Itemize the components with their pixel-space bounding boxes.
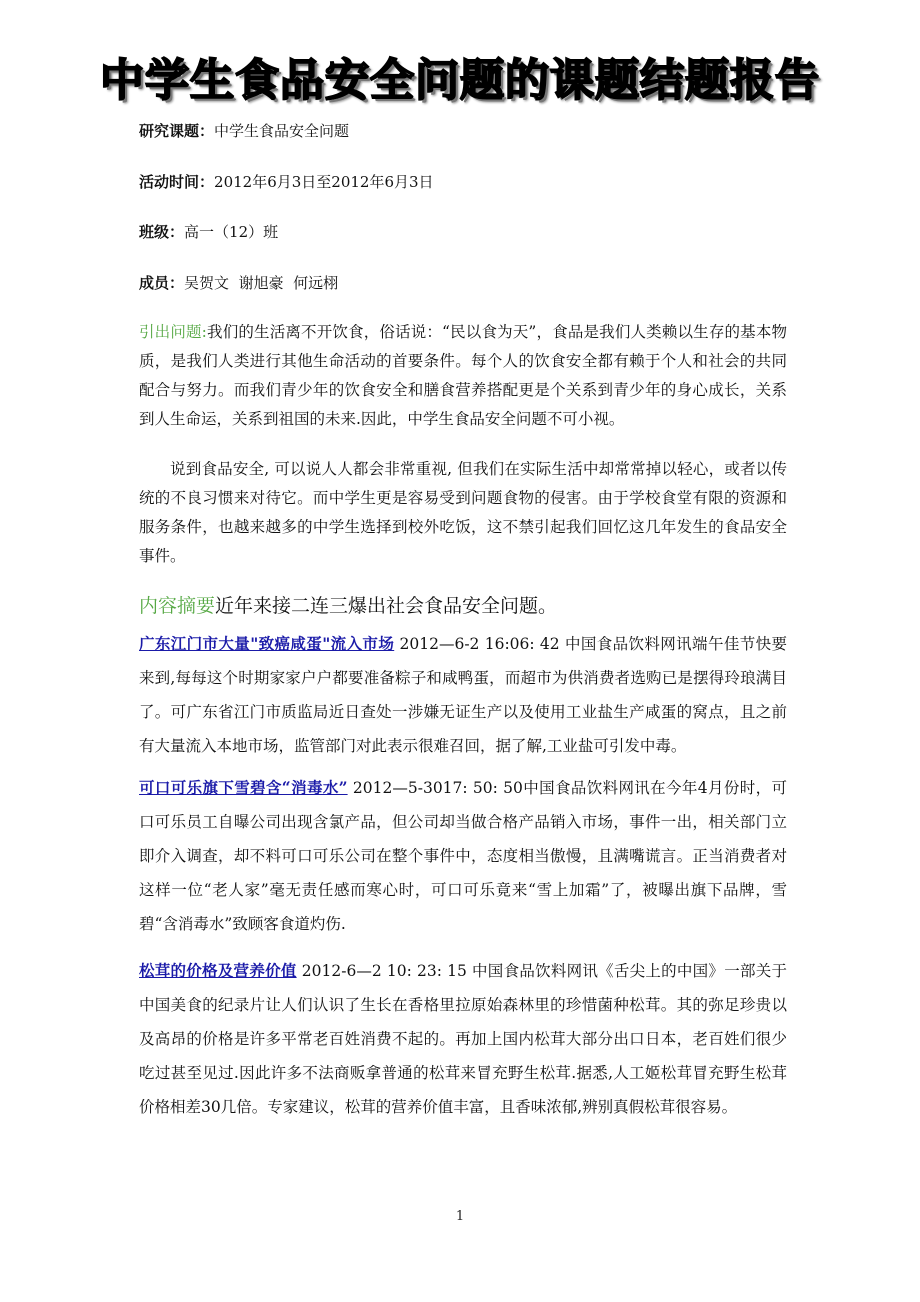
intro-heading: 引出问题:	[139, 323, 207, 341]
meta-time	[139, 171, 434, 192]
context-paragraph: 说到食品安全, 可以说人人都会非常重视, 但我们在实际生活中却常常掉以轻心，或者以传统的不良习惯来对待它。而中学生更是容易受到问题食物的侵害。由于学校食堂有限的资源和服务条件，也越来越多的中学生选择到校外吃饭，这不禁引起我们回忆这几年发生的食品安全事件。	[139, 460, 787, 565]
time-value: 2012年6月3日至2012年6月3日	[214, 173, 434, 191]
summary-line	[139, 592, 787, 622]
topic-value: 中学生食品安全问题	[214, 122, 350, 140]
class-colon: ：	[169, 223, 185, 241]
news-text: 2012-6—2 10: 23: 15 中国食品饮料网讯《舌尖上的中国》一部关于中国美食的纪录片让人们认识了生长在香格里拉原始森林里的珍惜菌种松茸。其的弥足珍贵以及高昂的价格是许多平常老百姓消费不起的。再加上国内松茸大部分出口日本，老百姓们很少吃过甚至见过.因此许多不法商贩拿普通的松茸来冒充野生松茸.据悉,人工姬松茸冒充野生松茸价格相差30几倍。专家建议，松茸的营养价值丰富，且香味浓郁,辨别真假松茸很容易。	[139, 962, 787, 1116]
class-value: 高一（12）班	[184, 223, 279, 241]
news-link-salted-egg[interactable]: 广东江门市大量"致癌咸蛋"流入市场	[139, 634, 395, 653]
news-text: 2012—6-2 16:06: 42 中国食品饮料网讯端午佳节快要来到,每每这个时期家家户户都要准备粽子和咸鸭蛋，而超市为供消费者选购已是摆得玲琅满目了。可广东省江门市质监局近日查处一涉嫌无证生产以及使用工业盐生产咸蛋的窝点，且之前有大量流入本地市场，监管部门对此表示很难召回，据了解,工业盐可引发中毒。	[139, 635, 787, 755]
news-item	[139, 954, 787, 1124]
members-colon: ：	[169, 274, 185, 292]
report-title: 中学生食品安全问题的课题结题报告	[100, 55, 820, 106]
page-number: 1	[455, 1209, 465, 1224]
summary-heading: 内容摘要	[139, 595, 216, 617]
members-label: 成员	[139, 274, 170, 292]
members-value: 吴贺文 谢旭豪 何远栩	[184, 274, 339, 292]
intro-text: 我们的生活离不开饮食，俗话说：“民以食为天”，食品是我们人类赖以生存的基本物质，是我们人类进行其他生命活动的首要条件。每个人的饮食安全都有赖于个人和社会的共同配合与努力。而我们青少年的饮食安全和膳食营养搭配更是个关系到青少年的身心成长，关系到人生命运，关系到祖国的未来.因此，中学生食品安全问题不可小视。	[139, 323, 787, 428]
intro-paragraph	[139, 318, 787, 434]
summary-text: 近年来接二连三爆出社会食品安全问题。	[215, 595, 558, 617]
news-text: 2012—5-3017: 50: 50中国食品饮料网讯在今年4月份时，可口可乐员工自曝公司出现含氯产品，但公司却当做合格产品销入市场，事件一出，相关部门立即介入调查，却不料可口可乐公司在整个事件中，态度相当傲慢，且满嘴谎言。正当消费者对这样一位“老人家”毫无责任感而寒心时，可口可乐竟来“雪上加霜”了，被曝出旗下品牌，雪碧“含消毒水”致顾客食道灼伤.	[139, 779, 787, 933]
time-colon: ：	[199, 173, 215, 191]
news-link-matsutake[interactable]: 松茸的价格及营养价值	[139, 961, 297, 980]
meta-topic	[139, 120, 349, 141]
meta-members	[139, 272, 338, 293]
news-link-sprite[interactable]: 可口可乐旗下雪碧含“消毒水”	[139, 778, 348, 797]
class-label: 班级	[139, 223, 170, 241]
news-item	[139, 627, 787, 763]
meta-class	[139, 221, 278, 242]
topic-label: 研究课题	[139, 122, 200, 140]
news-item	[139, 771, 787, 941]
topic-colon: ：	[199, 122, 215, 140]
time-label: 活动时间	[139, 173, 200, 191]
